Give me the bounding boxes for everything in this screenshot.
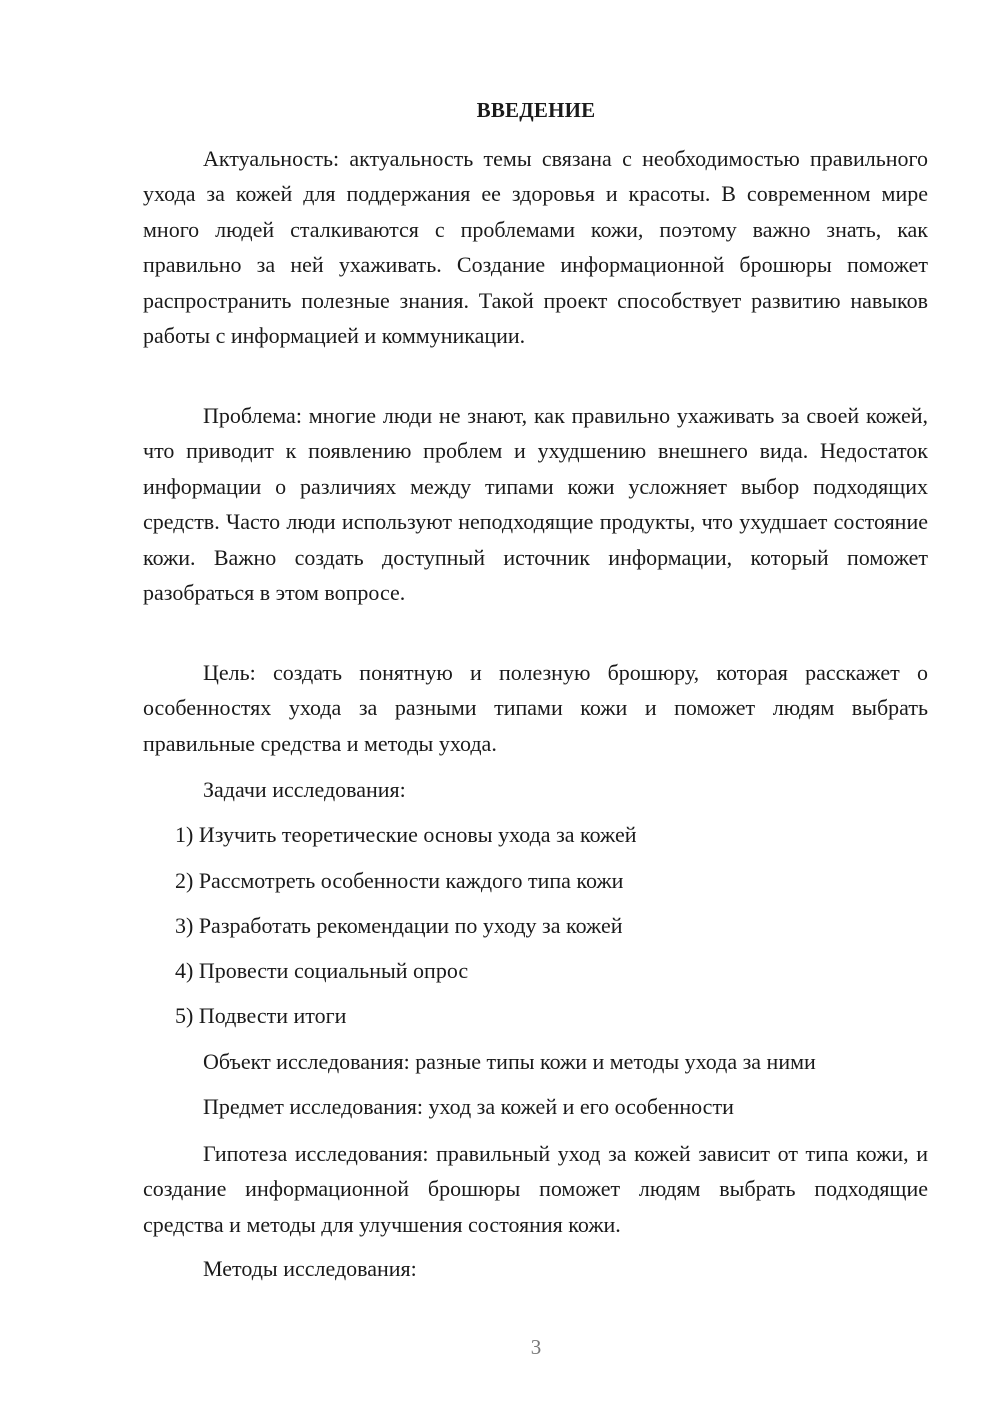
paragraph-goal	[143, 655, 928, 761]
paragraph-problem	[143, 398, 928, 610]
task-item-5: 5) Подвести итоги	[175, 1003, 347, 1028]
research-object: Объект исследования: разные типы кожи и методы ухода за ними	[203, 1049, 816, 1074]
paragraph-text: Актуальность: актуальность темы связана с необходимостью правильного ухода за кожей для поддержания ее здоровья и красоты. В современном мире много людей сталкиваются с проблемами кожи, поэтому важно знать, как правильно за ней ухаживать. Создание информационной брошюры поможет распространить полезные знания. Такой проект способствует развитию навыков работы с информацией и коммуникации.	[143, 146, 928, 349]
paragraph-relevance	[143, 141, 928, 353]
paragraph-text: Проблема: многие люди не знают, как правильно ухаживать за своей кожей, что приводит к появлению проблем и ухудшению внешнего вида. Недостаток информации о различиях между типами кожи усложняет выбор подходящих средств. Часто люди используют неподходящие продукты, что ухудшает состояние кожи. Важно создать доступный источник информации, который поможет разобраться в этом вопросе.	[143, 403, 928, 606]
task-item-2: 2) Рассмотреть особенности каждого типа кожи	[175, 868, 624, 893]
task-item-1: 1) Изучить теоретические основы ухода за кожей	[175, 822, 637, 847]
section-heading: ВВЕДЕНИЕ	[476, 98, 596, 122]
page-number: 3	[530, 1335, 542, 1359]
paragraph-hypothesis	[143, 1136, 928, 1242]
paragraph-text: Цель: создать понятную и полезную брошюру, которая расскажет о особенностях ухода за разными типами кожи и поможет людям выбрать правильные средства и методы ухода.	[143, 660, 928, 756]
paragraph-text: Гипотеза исследования: правильный уход за кожей зависит от типа кожи, и создание информационной брошюры поможет людям выбрать подходящие средства и методы для улучшения состояния кожи.	[143, 1141, 928, 1237]
research-subject: Предмет исследования: уход за кожей и его особенности	[203, 1094, 734, 1119]
methods-title: Методы исследования:	[203, 1256, 417, 1281]
task-item-4: 4) Провести социальный опрос	[175, 958, 469, 983]
task-item-3: 3) Разработать рекомендации по уходу за кожей	[175, 913, 623, 938]
tasks-title: Задачи исследования:	[203, 777, 406, 802]
